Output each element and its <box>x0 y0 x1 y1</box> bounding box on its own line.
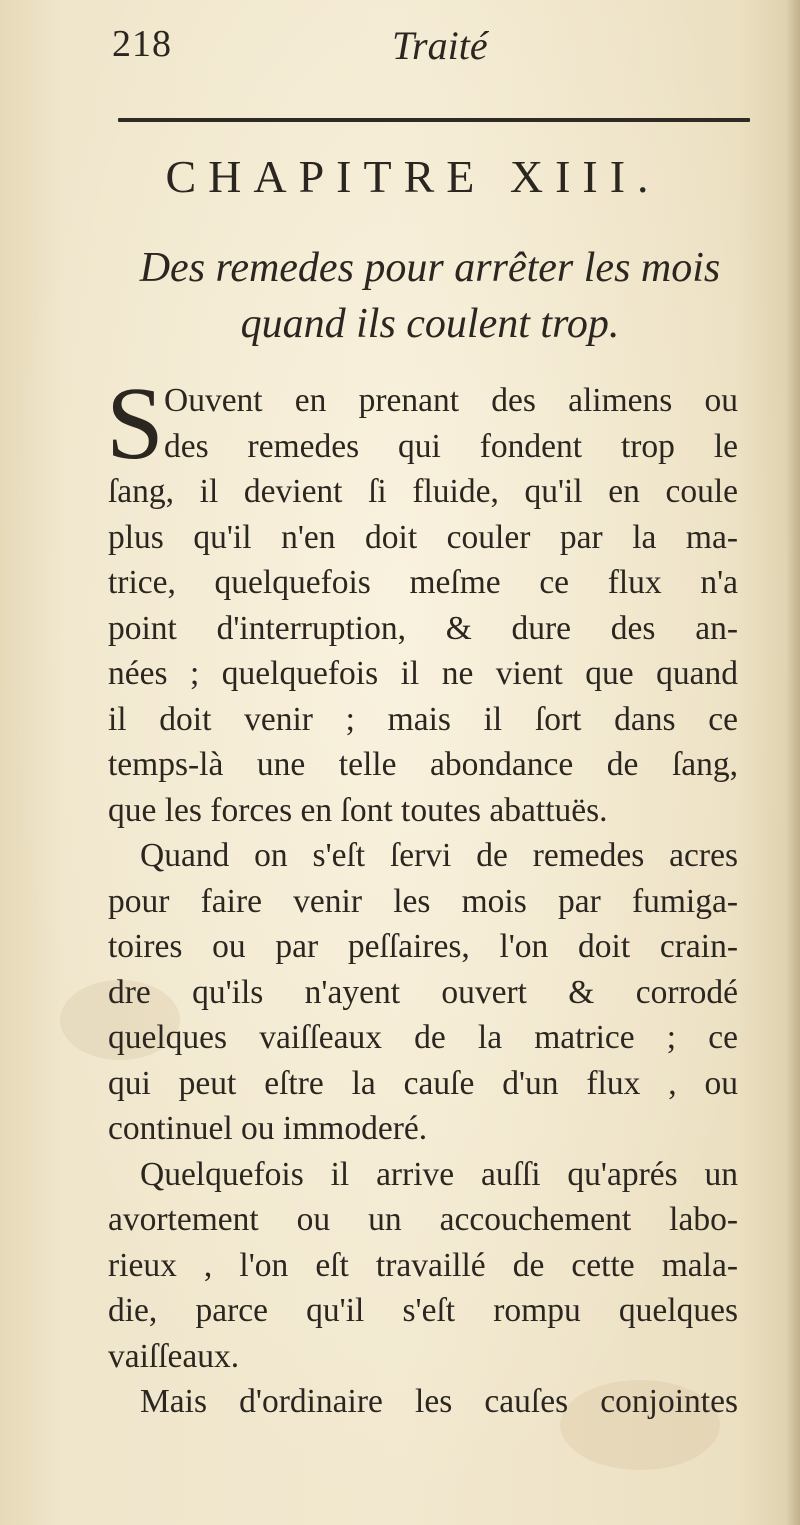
text-line: die, parce qu'il s'eſt rompu quelques <box>108 1292 738 1329</box>
text-line: point d'interruption, & dure des an- <box>108 609 738 647</box>
text-line: Mais d'ordinaire les cauſes conjointes <box>140 1383 738 1420</box>
text-line: quelques vaiſſeaux de la matrice ; ce <box>108 1019 738 1056</box>
text-line: qui peut eſtre la cauſe d'un flux , ou <box>108 1064 738 1102</box>
page-edge-shadow <box>786 0 800 1525</box>
text-line: que les forces en ſont toutes abattuës. <box>108 791 608 829</box>
text-line: trice, quelquefois meſme ce flux n'a <box>108 564 738 601</box>
chapter-title <box>110 240 750 352</box>
drop-cap: S <box>106 366 164 481</box>
text-line: plus qu'il n'en doit couler par la ma- <box>108 518 738 556</box>
text-line: il doit venir ; mais il ſort dans ce <box>108 700 738 738</box>
text-line: ſang, il devient ſi fluide, qu'il en coule <box>108 473 738 510</box>
text-line: des remedes qui fondent trop le <box>164 427 738 465</box>
text-line: avortement ou un accouchement labo- <box>108 1201 738 1238</box>
text-line: nées ; quelquefois il ne vient que quand <box>108 655 738 692</box>
chapter-heading: CHAPITRE XIII. <box>165 151 661 202</box>
page-header <box>0 18 800 78</box>
text-line: temps-là une telle abondance de ſang, <box>108 746 738 783</box>
text-line: Quand on s'eſt ſervi de remedes acres <box>140 837 738 874</box>
header-rule <box>118 118 750 122</box>
running-title: Traité <box>392 23 488 68</box>
text-line: pour faire venir les mois par fumiga- <box>108 882 738 920</box>
text-line: continuel ou immoderé. <box>108 1110 428 1147</box>
text-line: Quelquefois il arrive auſſi qu'aprés un <box>140 1155 738 1193</box>
chapter-title-line: Des remedes pour arrêter les mois <box>139 245 721 291</box>
text-line: toires ou par peſſaires, l'on doit crain- <box>108 928 738 965</box>
text-line: Ouvent en prenant des alimens ou <box>164 382 738 419</box>
text-line: dre qu'ils n'ayent ouvert & corrodé <box>108 973 738 1011</box>
page-number: 218 <box>112 23 172 65</box>
text-line: rieux , l'on eſt travaillé de cette mala- <box>108 1246 738 1284</box>
body-text <box>106 366 738 1425</box>
chapter-title-line: quand ils coulent trop. <box>240 301 620 347</box>
text-line: vaiſſeaux. <box>108 1337 240 1375</box>
